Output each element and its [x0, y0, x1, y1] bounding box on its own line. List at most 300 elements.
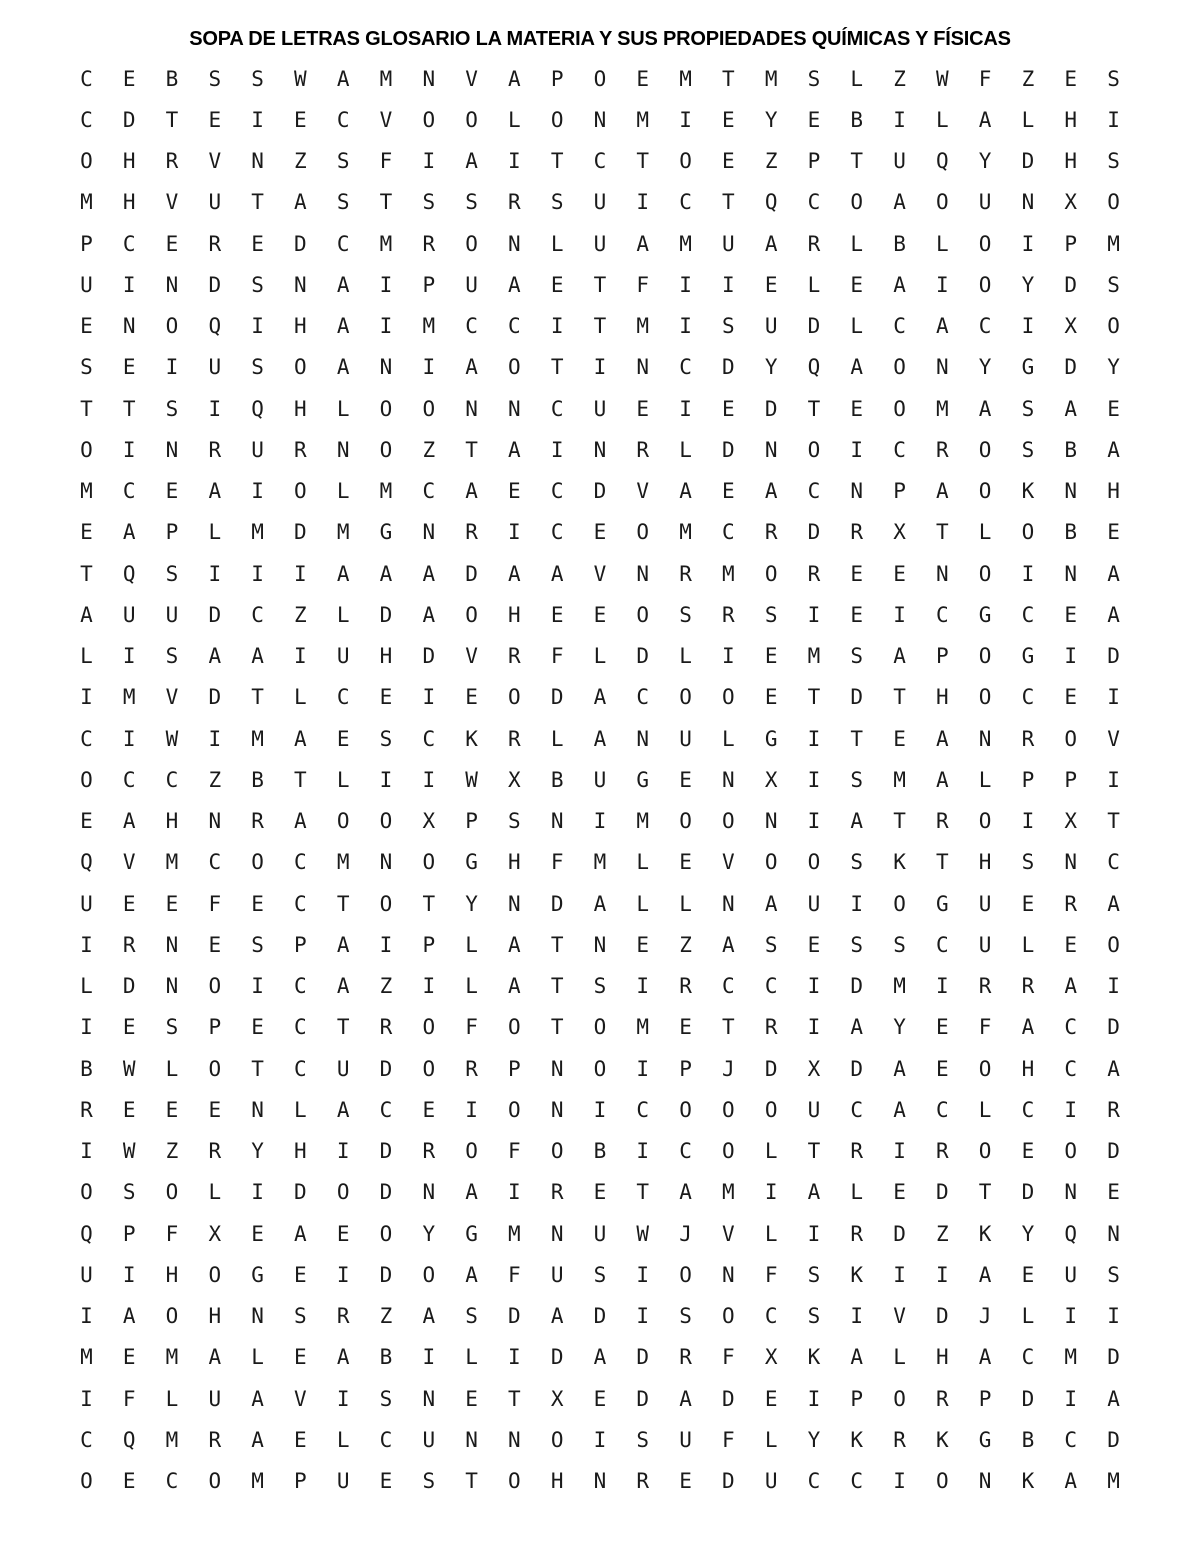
grid-letter: P [679, 1056, 692, 1081]
grid-letter: N [165, 932, 179, 957]
grid-letter: R [1021, 726, 1035, 751]
grid-letter: I [80, 1139, 93, 1164]
grid-letter: N [165, 272, 179, 297]
grid-letter: D [936, 1304, 949, 1329]
grid-letter: I [550, 314, 564, 339]
grid-letter: I [208, 561, 222, 586]
grid-letter: E [1021, 1262, 1035, 1287]
grid-letter: D [1107, 644, 1120, 669]
grid-letter: I [893, 107, 906, 132]
grid-letter: V [893, 1304, 906, 1329]
grid-letter: I [807, 767, 821, 792]
grid-letter: D [722, 437, 735, 462]
grid-letter: U [722, 231, 735, 256]
grid-row [65, 306, 1135, 347]
grid-letter: T [251, 1056, 264, 1081]
grid-letter: S [850, 850, 864, 875]
grid-letter: F [550, 850, 564, 875]
grid-letter: H [1107, 479, 1120, 504]
grid-letter: T [336, 891, 350, 916]
grid-letter: N [1021, 190, 1035, 215]
grid-letter: T [80, 396, 93, 421]
grid-letter: Q [1064, 1221, 1078, 1246]
grid-letter: L [465, 932, 478, 957]
grid-letter: T [465, 437, 478, 462]
grid-letter: A [465, 149, 478, 174]
grid-letter: D [294, 231, 307, 256]
grid-letter: U [550, 1262, 564, 1287]
grid-letter: E [122, 66, 136, 91]
grid-letter: O [379, 1221, 393, 1246]
grid-letter: S [764, 602, 778, 627]
grid-letter: C [850, 1469, 864, 1494]
grid-letter: I [893, 602, 906, 627]
grid-letter: C [936, 1097, 949, 1122]
grid-letter: A [508, 66, 521, 91]
grid-letter: T [722, 1015, 735, 1040]
grid-letter: E [294, 107, 307, 132]
grid-letter: V [1107, 726, 1120, 751]
grid-letter: M [122, 685, 136, 710]
grid-letter: I [1064, 1304, 1078, 1329]
grid-letter: Y [1021, 272, 1035, 297]
grid-letter: C [422, 726, 436, 751]
grid-letter: R [679, 974, 692, 999]
grid-letter: M [1107, 231, 1120, 256]
grid-letter: O [593, 1056, 607, 1081]
grid-letter: I [593, 1427, 607, 1452]
grid-letter: A [465, 479, 478, 504]
grid-letter: F [722, 1345, 735, 1370]
grid-letter: P [465, 809, 478, 834]
grid-letter: S [251, 932, 264, 957]
grid-letter: V [208, 149, 222, 174]
grid-letter: I [122, 272, 136, 297]
grid-letter: R [807, 231, 821, 256]
grid-letter: N [336, 437, 350, 462]
grid-letter: O [679, 149, 692, 174]
grid-letter: P [165, 520, 179, 545]
grid-letter: E [550, 272, 564, 297]
grid-letter: M [679, 66, 692, 91]
grid-letter: D [1064, 272, 1078, 297]
grid-letter: C [679, 190, 692, 215]
grid-letter: L [936, 231, 949, 256]
grid-letter: I [1064, 644, 1078, 669]
grid-letter: P [1021, 767, 1035, 792]
grid-letter: Q [122, 1427, 136, 1452]
grid-letter: C [936, 602, 949, 627]
grid-row [65, 141, 1135, 182]
grid-letter: O [978, 437, 992, 462]
grid-letter: E [508, 479, 521, 504]
grid-letter: Z [379, 974, 393, 999]
grid-letter: I [936, 974, 949, 999]
grid-letter: X [1064, 190, 1078, 215]
grid-letter: T [550, 1015, 564, 1040]
grid-letter: D [1107, 1345, 1120, 1370]
grid-letter: H [508, 602, 521, 627]
grid-letter: W [465, 767, 478, 792]
grid-row [65, 388, 1135, 429]
grid-letter: C [465, 314, 478, 339]
grid-row [65, 1254, 1135, 1295]
grid-letter: H [294, 314, 307, 339]
grid-letter: S [850, 644, 864, 669]
grid-letter: I [379, 767, 393, 792]
grid-letter: I [122, 1262, 136, 1287]
grid-letter: R [679, 1345, 692, 1370]
grid-letter: A [593, 726, 607, 751]
grid-letter: N [422, 1180, 436, 1205]
grid-letter: C [893, 437, 906, 462]
grid-letter: U [593, 396, 607, 421]
grid-letter: V [122, 850, 136, 875]
grid-letter: C [807, 1469, 821, 1494]
grid-letter: O [80, 1469, 93, 1494]
grid-letter: U [208, 1386, 222, 1411]
grid-letter: Y [1107, 355, 1120, 380]
grid-letter: O [422, 1056, 436, 1081]
grid-letter: T [251, 685, 264, 710]
grid-letter: N [978, 726, 992, 751]
grid-letter: D [1021, 1386, 1035, 1411]
grid-letter: N [165, 974, 179, 999]
grid-letter: E [679, 767, 692, 792]
grid-letter: S [636, 1427, 650, 1452]
grid-letter: B [379, 1345, 393, 1370]
grid-letter: E [336, 726, 350, 751]
grid-letter: M [80, 190, 93, 215]
grid-letter: L [336, 396, 350, 421]
grid-letter: E [465, 1386, 478, 1411]
grid-letter: T [336, 1015, 350, 1040]
grid-letter: A [550, 1304, 564, 1329]
grid-letter: H [208, 1304, 222, 1329]
grid-letter: A [422, 602, 436, 627]
grid-letter: U [593, 767, 607, 792]
grid-letter: A [422, 1304, 436, 1329]
grid-letter: L [936, 107, 949, 132]
grid-letter: N [936, 355, 949, 380]
grid-letter: X [764, 767, 778, 792]
grid-letter: L [465, 1345, 478, 1370]
grid-letter: A [1064, 396, 1078, 421]
grid-letter: S [251, 355, 264, 380]
grid-letter: A [764, 231, 778, 256]
grid-letter: N [636, 561, 650, 586]
grid-letter: D [508, 1304, 521, 1329]
grid-letter: A [508, 974, 521, 999]
grid-letter: E [122, 1097, 136, 1122]
grid-letter: C [336, 107, 350, 132]
grid-letter: E [893, 726, 906, 751]
grid-letter: S [807, 1304, 821, 1329]
grid-letter: A [336, 66, 350, 91]
grid-letter: U [593, 190, 607, 215]
grid-letter: D [1021, 1180, 1035, 1205]
grid-letter: L [465, 974, 478, 999]
grid-letter: R [764, 1015, 778, 1040]
grid-letter: V [165, 685, 179, 710]
grid-letter: C [1021, 1345, 1035, 1370]
grid-letter: D [722, 1386, 735, 1411]
grid-letter: E [422, 1097, 436, 1122]
grid-letter: N [122, 314, 136, 339]
grid-letter: S [165, 561, 179, 586]
grid-letter: I [80, 1304, 93, 1329]
grid-letter: A [1021, 1015, 1035, 1040]
grid-letter: I [807, 602, 821, 627]
grid-letter: U [80, 891, 93, 916]
grid-letter: I [379, 932, 393, 957]
grid-letter: H [294, 396, 307, 421]
grid-letter: M [679, 231, 692, 256]
grid-letter: I [722, 272, 735, 297]
grid-letter: F [978, 1015, 992, 1040]
grid-letter: D [850, 685, 864, 710]
grid-letter: C [1021, 602, 1035, 627]
grid-letter: A [978, 1345, 992, 1370]
grid-letter: U [251, 437, 264, 462]
grid-letter: L [850, 66, 864, 91]
grid-letter: N [850, 479, 864, 504]
grid-letter: M [807, 644, 821, 669]
grid-letter: C [1021, 685, 1035, 710]
grid-letter: O [550, 107, 564, 132]
grid-letter: E [294, 1427, 307, 1452]
grid-letter: O [936, 1469, 949, 1494]
grid-letter: X [807, 1056, 821, 1081]
grid-letter: Z [679, 932, 692, 957]
grid-letter: E [722, 149, 735, 174]
grid-letter: X [422, 809, 436, 834]
grid-letter: L [80, 974, 93, 999]
grid-letter: A [508, 561, 521, 586]
grid-letter: L [294, 685, 307, 710]
grid-letter: R [850, 1221, 864, 1246]
grid-letter: O [251, 850, 264, 875]
grid-letter: C [550, 520, 564, 545]
grid-letter: O [722, 1097, 735, 1122]
grid-row [65, 1419, 1135, 1460]
grid-letter: D [936, 1180, 949, 1205]
grid-letter: L [850, 1180, 864, 1205]
grid-letter: Q [807, 355, 821, 380]
grid-letter: C [251, 602, 264, 627]
grid-letter: S [251, 66, 264, 91]
grid-letter: I [679, 107, 692, 132]
grid-letter: H [165, 809, 179, 834]
grid-letter: Y [465, 891, 478, 916]
grid-letter: O [679, 809, 692, 834]
grid-letter: M [80, 1345, 93, 1370]
grid-letter: A [465, 1180, 478, 1205]
grid-letter: K [1021, 479, 1035, 504]
grid-letter: O [465, 1139, 478, 1164]
grid-letter: N [422, 520, 436, 545]
grid-letter: N [508, 396, 521, 421]
grid-letter: E [807, 107, 821, 132]
grid-letter: P [122, 1221, 136, 1246]
grid-letter: M [379, 231, 393, 256]
grid-letter: R [465, 1056, 478, 1081]
grid-letter: C [550, 479, 564, 504]
grid-letter: C [294, 850, 307, 875]
grid-letter: A [379, 561, 393, 586]
grid-letter: E [850, 561, 864, 586]
grid-letter: L [679, 437, 692, 462]
letter-grid [65, 58, 1135, 1502]
grid-letter: A [936, 726, 949, 751]
grid-letter: N [422, 66, 436, 91]
grid-letter: U [80, 1262, 93, 1287]
grid-letter: T [893, 809, 906, 834]
grid-letter: N [165, 437, 179, 462]
grid-letter: T [807, 396, 821, 421]
grid-letter: D [422, 644, 436, 669]
grid-letter: C [807, 479, 821, 504]
grid-row [65, 1007, 1135, 1048]
grid-letter: R [636, 1469, 650, 1494]
grid-letter: A [593, 1345, 607, 1370]
grid-letter: I [1021, 314, 1035, 339]
grid-letter: O [379, 396, 393, 421]
grid-letter: M [508, 1221, 521, 1246]
grid-letter: I [251, 561, 264, 586]
grid-letter: O [80, 149, 93, 174]
grid-letter: C [336, 231, 350, 256]
grid-letter: D [465, 561, 478, 586]
grid-row [65, 1048, 1135, 1089]
grid-letter: B [893, 231, 906, 256]
grid-letter: I [80, 685, 93, 710]
grid-letter: Y [764, 107, 778, 132]
grid-letter: E [379, 685, 393, 710]
grid-letter: T [807, 685, 821, 710]
grid-letter: M [165, 1345, 179, 1370]
grid-letter: A [122, 809, 136, 834]
grid-letter: T [936, 520, 949, 545]
grid-letter: K [936, 1427, 949, 1452]
grid-letter: O [978, 561, 992, 586]
grid-letter: D [636, 1345, 650, 1370]
grid-letter: I [764, 1180, 778, 1205]
grid-letter: A [336, 355, 350, 380]
grid-letter: O [80, 1180, 93, 1205]
grid-letter: W [165, 726, 179, 751]
grid-letter: A [336, 932, 350, 957]
grid-letter: T [936, 850, 949, 875]
grid-letter: T [1107, 809, 1120, 834]
grid-letter: R [465, 520, 478, 545]
grid-letter: O [379, 437, 393, 462]
grid-letter: M [165, 1427, 179, 1452]
grid-letter: E [208, 107, 222, 132]
grid-letter: F [165, 1221, 179, 1246]
grid-letter: R [978, 974, 992, 999]
grid-letter: U [336, 644, 350, 669]
grid-letter: C [294, 1056, 307, 1081]
grid-letter: E [593, 1180, 607, 1205]
grid-letter: C [1021, 1097, 1035, 1122]
grid-letter: H [936, 685, 949, 710]
grid-letter: O [550, 1427, 564, 1452]
grid-letter: C [764, 974, 778, 999]
grid-letter: R [508, 190, 521, 215]
grid-letter: E [122, 1469, 136, 1494]
grid-letter: C [379, 1427, 393, 1452]
grid-letter: E [764, 685, 778, 710]
grid-letter: O [722, 1139, 735, 1164]
grid-letter: O [1064, 1139, 1078, 1164]
grid-letter: C [422, 479, 436, 504]
grid-letter: E [893, 1180, 906, 1205]
grid-letter: X [1064, 809, 1078, 834]
grid-letter: D [636, 644, 650, 669]
grid-letter: I [508, 1345, 521, 1370]
grid-letter: D [208, 272, 222, 297]
grid-letter: C [294, 1015, 307, 1040]
grid-letter: N [764, 809, 778, 834]
grid-letter: D [550, 1345, 564, 1370]
grid-letter: C [80, 726, 93, 751]
grid-letter: O [294, 479, 307, 504]
grid-letter: U [465, 272, 478, 297]
grid-letter: R [379, 1015, 393, 1040]
grid-letter: D [807, 314, 821, 339]
grid-letter: A [122, 1304, 136, 1329]
grid-letter: Z [764, 149, 778, 174]
grid-letter: N [508, 1427, 521, 1452]
grid-letter: N [379, 355, 393, 380]
grid-letter: N [465, 396, 478, 421]
grid-letter: O [722, 809, 735, 834]
grid-letter: W [122, 1139, 136, 1164]
grid-letter: I [379, 272, 393, 297]
grid-letter: S [1021, 437, 1035, 462]
grid-letter: R [508, 644, 521, 669]
grid-letter: O [80, 437, 93, 462]
grid-letter: A [764, 479, 778, 504]
grid-letter: H [1064, 107, 1078, 132]
grid-letter: E [336, 1221, 350, 1246]
grid-letter: A [294, 809, 307, 834]
grid-letter: T [251, 190, 264, 215]
grid-letter: H [122, 149, 136, 174]
grid-letter: R [208, 1139, 222, 1164]
grid-letter: O [722, 685, 735, 710]
grid-letter: A [679, 479, 692, 504]
grid-row [65, 1089, 1135, 1130]
grid-letter: K [978, 1221, 992, 1246]
grid-letter: T [850, 726, 864, 751]
grid-letter: A [893, 190, 906, 215]
grid-letter: O [80, 767, 93, 792]
grid-letter: U [593, 231, 607, 256]
grid-row [65, 759, 1135, 800]
grid-letter: O [508, 355, 521, 380]
grid-letter: C [379, 1097, 393, 1122]
grid-letter: B [251, 767, 264, 792]
grid-letter: B [1064, 437, 1078, 462]
grid-letter: I [251, 479, 264, 504]
grid-letter: M [636, 314, 650, 339]
grid-letter: O [422, 1262, 436, 1287]
grid-letter: I [294, 561, 307, 586]
grid-letter: U [893, 149, 906, 174]
grid-letter: M [893, 974, 906, 999]
